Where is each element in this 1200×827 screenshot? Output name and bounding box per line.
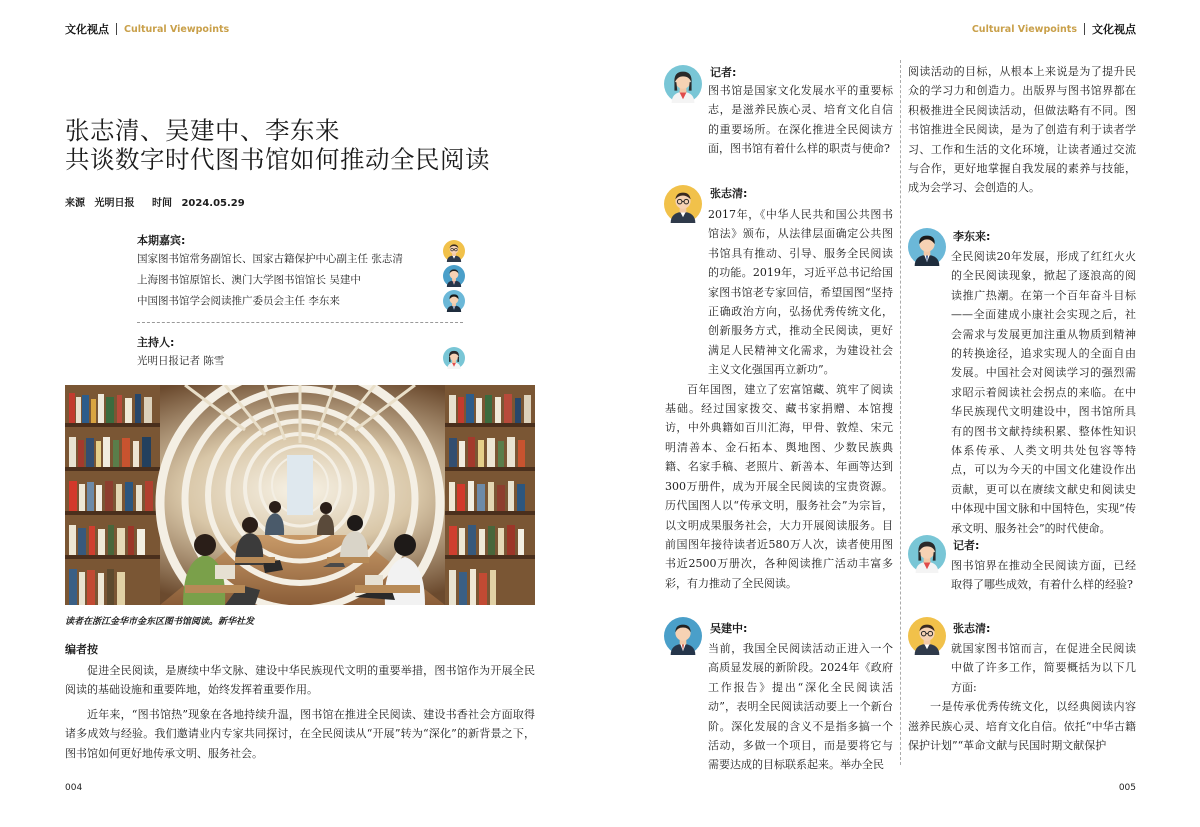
source-label: 来源 [65,198,85,209]
time-value: 2024.05.29 [181,198,245,209]
answer-paragraph: 就国家图书馆而言，在促进全民阅读中做了许多工作，简要概括为以下几方面: [951,642,1136,694]
editor-note-heading: 编者按 [65,643,98,656]
wu-answer-1 [665,639,893,775]
source-value: 光明日报 [94,198,135,209]
host-avatar-icon [443,347,465,369]
answer-paragraph: 一是传承优秀传统文化，以经典阅读内容滋养民族心灵、培育文化自信。依托“中华古籍保护计划”“革命文献与民国时期文献保护 [908,700,1136,753]
editor-note-paragraph: 近年来，“图书馆热”现象在各地持续升温，图书馆在推进全民阅读、建设书香社会方面取得诸多成效与经验。我们邀请业内专家共同探讨，在全民阅读从“开展”转为“深化”的新背景之下，图书馆如何更好地传承文明、服务社会。 [65,707,535,760]
article-meta [65,194,251,209]
speaker-label: 李东来: [953,230,991,243]
speaker-label: 记者: [710,66,737,79]
photo-caption: 读者在浙江金华市金东区图书馆阅读。新华社发 [65,617,255,627]
column-divider [900,60,901,765]
header-divider [1084,23,1085,35]
answer-paragraph: 阅读活动的目标，从根本上来说是为了提升民众的学习力和创造力。出版界与图书馆界都在积极推进全民阅读活动，但做法略有不同。图书馆推进全民阅读，是为了创造有利于读者学习、工作和生活的文化环境，让读者通过交流与合作，更好地掌握自我发展的素养与技能，成为会学习、会创造的人。 [908,65,1136,195]
right-page-header [972,21,1136,37]
section-name-cn: 文化视点 [1092,23,1136,36]
host-name: 光明日报记者 陈雪 [137,355,225,367]
answer-paragraph: 当前，我国全民阅读活动正进入一个高质显发展的新阶段。2024年《政府工作报告》提出“深化全民阅读活动”，表明全民阅读活动要上一个新台阶。深化发展的含义不是指多搞一个活动，多做一个项目，而是要将它与需要达成的目标联系起来。举办全民 [708,642,893,772]
speaker-label: 记者: [953,539,980,552]
guest-divider [137,322,463,323]
zhang-answer-2 [908,639,1136,755]
answer-paragraph: 2017年，《中华人民共和国公共图书馆法》颁布，从法律层面确定公共图书馆具有推动、引导、服务全民阅读的功能。2019年，习近平总书记给国家图书馆老专家回信，希望国图“坚持正确政治方向，弘扬优秀传统文化，创新服务方式，推动全民阅读，更好满足人民精神文化需求，为建设社会主义文化强国再立新功”。 [708,208,893,377]
question-text: 图书馆是国家文化发展水平的重要标志，是滋养民族心灵、培育文化自信的重要场所。在深化推进全民阅读方面，图书馆有着什么样的职责与使命? [708,84,893,156]
left-page-header [65,21,229,37]
speaker-label: 张志清: [710,187,748,200]
guest-li: 中国图书馆学会阅读推广委员会主任 李东来 [137,295,340,307]
li-answer-1 [908,247,1136,538]
guests-heading: 本期嘉宾: [137,234,186,247]
editor-note-paragraph: 促进全民阅读，是赓续中华文脉、建设中华民族现代文明的重要举措，图书馆作为开展全民阅读的基础设施和重要阵地，始终发挥着重要作用。 [65,664,535,697]
guest-zhang: 国家图书馆常务副馆长、国家古籍保护中心副主任 张志清 [137,253,403,265]
page-number-left: 004 [65,783,83,793]
article-title [65,116,490,174]
reporter-question-2 [908,556,1136,595]
li-avatar-icon [443,290,465,312]
wu-answer-1-continued [908,62,1136,198]
wu-avatar-icon [443,265,465,287]
article-title-line1: 张志清、吴建中、李东来 [65,116,340,145]
speaker-label: 张志清: [953,622,991,635]
time-label: 时间 [151,198,172,209]
speaker-label: 吴建中: [710,622,748,635]
answer-paragraph: 全民阅读20年发展，形成了红红火火的全民阅读现象，掀起了逐浪高的阅读推广热潮。在第一个百年奋斗目标——全面建成小康社会实现之后，社会需求与发展更加注重从物质到精神的转换途径，追求实现人的全面自由发展。中国社会对阅读学习的强烈需求昭示着阅读社会拐点的来临。在中华民族现代文明建设中，图书馆所具有的图书文献持续积累、整体性知识体系传承、人类文明共处包容等特点，可以为今天的中国文化建设作出贡献，更可以在赓续文献史和阅读史中体现中国文脉和中国特色，实现“传承文明、服务社会”的时代使命。 [951,250,1136,535]
editor-note-body [65,661,535,763]
answer-paragraph: 百年国图，建立了宏富馆藏、筑牢了阅读基础。经过国家拨交、藏书家捐赠、本馆搜访，中外典籍如百川汇海，甲骨、敦煌、宋元明清善本、金石拓本、舆地图、少数民族典籍、名家手稿、老照片、新善本、年画等达到300万册件，成为开展全民阅读的宝贵资源。历代国图人以“传承文明，服务社会”为宗旨，以文明成果服务社会，大力开展阅读服务。目前国图年接待读者近580万人次，读者使用图书近2500万册次，各种阅读推广活动丰富多彩，有力推动了全民阅读。 [665,382,893,590]
section-name-en: Cultural Viewpoints [124,23,230,35]
zhang-avatar-icon [443,240,465,262]
reporter-question-1 [665,81,893,159]
section-name-cn: 文化视点 [65,23,109,36]
page-number-right: 005 [1118,783,1136,793]
zhang-answer-1 [665,205,893,593]
section-name-en: Cultural Viewpoints [971,23,1077,35]
host-heading: 主持人: [137,336,175,349]
question-text: 图书馆界在推动全民阅读方面，已经取得了哪些成效，有着什么样的经验? [951,559,1136,592]
article-title-line2: 共谈数字时代图书馆如何推动全民阅读 [65,145,490,174]
library-reading-image [65,385,535,605]
guest-wu: 上海图书馆原馆长、澳门大学图书馆馆长 吴建中 [137,274,361,286]
header-divider [116,23,117,35]
library-photo [65,385,535,605]
